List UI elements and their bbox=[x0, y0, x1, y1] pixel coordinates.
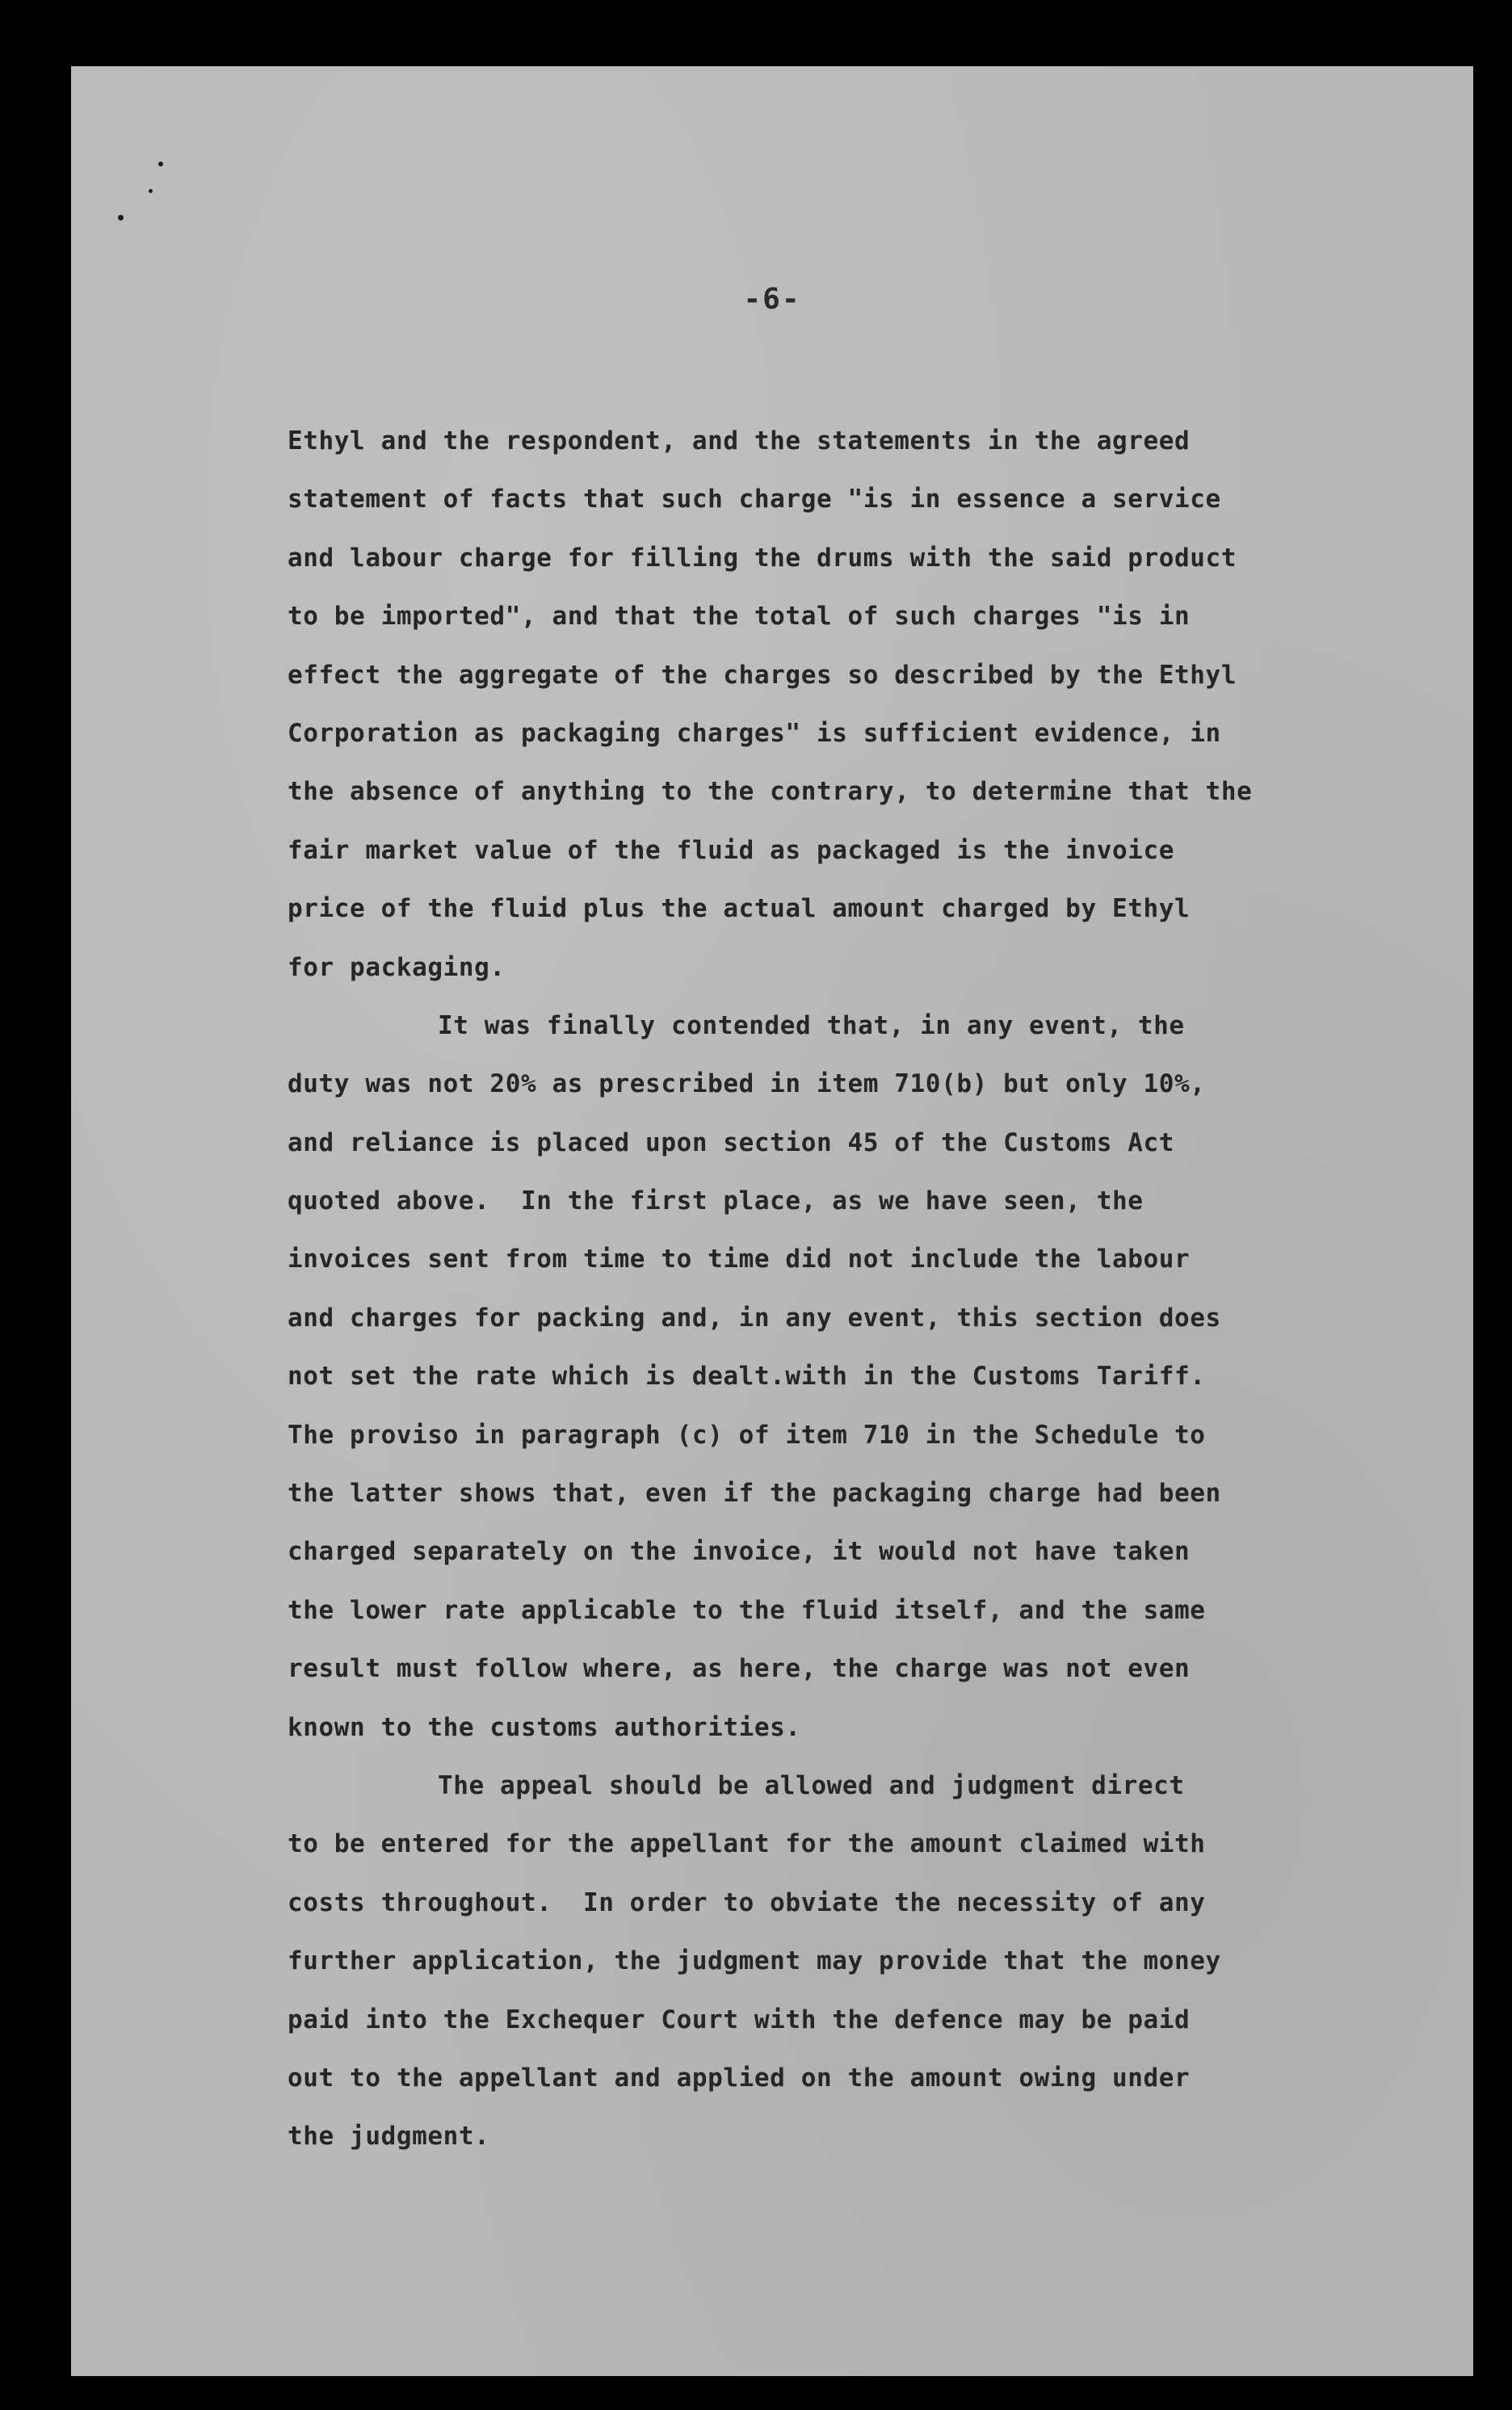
text-line: out to the appellant and applied on the amount owing under bbox=[288, 2063, 1191, 2093]
text-line: invoices sent from time to time did not include the labour bbox=[288, 1245, 1191, 1274]
text-line: the lower rate applicable to the fluid itself, and the same bbox=[288, 1595, 1206, 1625]
text-line: the latter shows that, even if the packaging charge had been bbox=[288, 1479, 1221, 1509]
paragraph-1 bbox=[288, 412, 1467, 997]
text-line: The appeal should be allowed and judgment direct bbox=[438, 1770, 1185, 1800]
text-line: It was finally contended that, in any event, the bbox=[438, 1010, 1185, 1040]
text-line: to be entered for the appellant for the amount claimed with bbox=[288, 1829, 1206, 1859]
text-line: for packaging. bbox=[288, 952, 506, 982]
text-line: statement of facts that such charge "is in essence a service bbox=[288, 485, 1221, 514]
text-line: the judgment. bbox=[288, 2122, 490, 2152]
text-line: the absence of anything to the contrary, to determine that the bbox=[288, 777, 1253, 807]
text-line: known to the customs authorities. bbox=[288, 1712, 801, 1742]
text-line: to be imported", and that the total of such charges "is in bbox=[288, 602, 1191, 632]
page-number: -6- bbox=[743, 283, 801, 316]
text-line: Ethyl and the respondent, and the statements in the agreed bbox=[288, 426, 1191, 456]
text-line: effect the aggregate of the charges so described by the Ethyl bbox=[288, 660, 1237, 690]
text-line: and labour charge for filling the drums with the said product bbox=[288, 543, 1237, 573]
text-line: quoted above. In the first place, as we have seen, the bbox=[288, 1186, 1144, 1216]
text-line: paid into the Exchequer Court with the defence may be paid bbox=[288, 2005, 1191, 2034]
paragraph-3 bbox=[288, 1757, 1467, 2166]
text-line: Corporation as packaging charges" is sufficient evidence, in bbox=[288, 718, 1221, 748]
text-line: not set the rate which is dealt.with in the Customs Tariff. bbox=[288, 1362, 1206, 1392]
text-line: fair market value of the fluid as packaged is the invoice bbox=[288, 835, 1175, 865]
paragraph-2 bbox=[288, 997, 1467, 1757]
text-line: costs throughout. In order to obviate the necessity of any bbox=[288, 1887, 1206, 1917]
text-line: price of the fluid plus the actual amount charged by Ethyl bbox=[288, 894, 1191, 924]
text-line: result must follow where, as here, the charge was not even bbox=[288, 1654, 1191, 1684]
text-line: further application, the judgment may provide that the money bbox=[288, 1946, 1221, 1976]
document-page bbox=[71, 66, 1473, 2376]
text-line: and charges for packing and, in any event, this section does bbox=[288, 1303, 1221, 1333]
text-line: charged separately on the invoice, it would not have taken bbox=[288, 1537, 1191, 1567]
text-line: and reliance is placed upon section 45 of the Customs Act bbox=[288, 1127, 1175, 1157]
ink-speck bbox=[149, 189, 153, 193]
text-line: The proviso in paragraph (c) of item 710 in the Schedule to bbox=[288, 1420, 1206, 1450]
ink-speck bbox=[158, 162, 163, 166]
text-line: duty was not 20% as prescribed in item 710(b) but only 10%, bbox=[288, 1069, 1206, 1099]
body-text bbox=[288, 412, 1467, 2166]
ink-speck bbox=[118, 215, 124, 220]
